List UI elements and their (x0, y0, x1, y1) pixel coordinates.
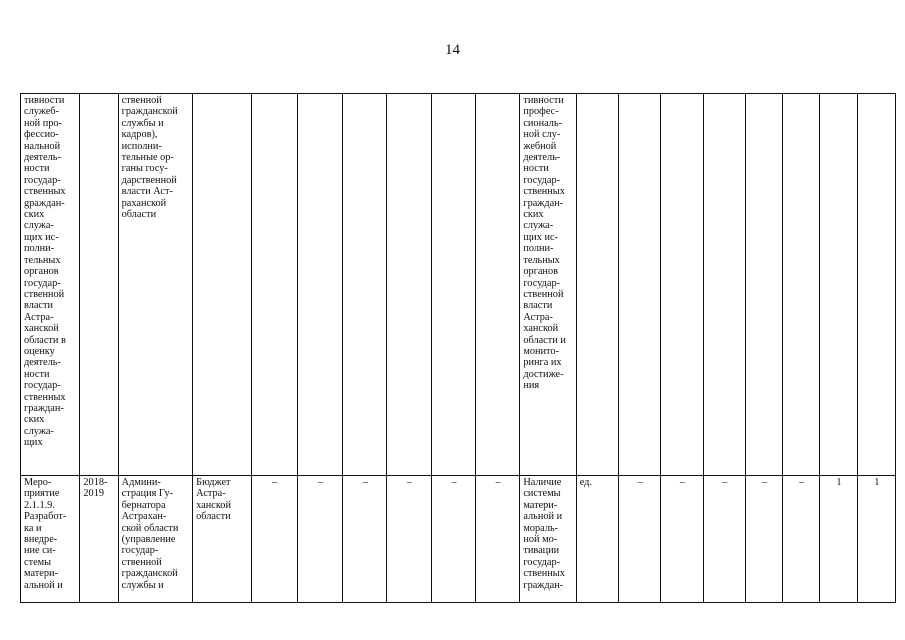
table-cell (387, 94, 431, 476)
table-cell (576, 94, 618, 476)
cell-funding: Бюджет Астра- ханской области (196, 477, 231, 523)
table-cell (520, 94, 576, 476)
table-cell (251, 94, 297, 476)
cell-dash: – (722, 477, 728, 488)
table-cell (193, 476, 251, 603)
table-cell (745, 94, 782, 476)
table-cell (783, 476, 820, 603)
table-row (21, 94, 896, 476)
cell-result-indicator-text: тивности профес- сиональ- ной слу- жебной деятель- ности государ- ственных граждан- ских служа- щих ис- полни- тельных органов государ- ственной власти Астра- ханской области и монито- ринга их достиже- ния (523, 95, 566, 392)
cell-dash: – (495, 477, 501, 488)
table-cell (745, 476, 782, 603)
cell-indicator-text: тивности служеб- ной про- фессио- нальной деятель- ности государ- ственных gраждан- ских служа- щих ис- полни- тельных органов государ- ственной власти Астра- ханской области в оценку деятель- ности государ- ственных граждан- ских служа- щих (24, 95, 66, 449)
cell-dash: – (679, 477, 685, 488)
cell-dash: – (272, 477, 278, 488)
table-cell (661, 476, 703, 603)
table-cell (619, 94, 661, 476)
measures-table (20, 93, 896, 603)
table-cell (80, 476, 118, 603)
table-cell (431, 94, 475, 476)
cell-dash: – (362, 477, 368, 488)
table-cell (21, 94, 80, 476)
cell-value: 1 (874, 477, 880, 488)
table-cell (118, 476, 193, 603)
table-cell (297, 94, 342, 476)
table-cell (193, 94, 251, 476)
table-cell (118, 94, 193, 476)
cell-dash: – (761, 477, 768, 488)
table-cell (80, 94, 118, 476)
table-cell (520, 476, 576, 603)
table-cell (703, 476, 745, 603)
table-cell (619, 476, 661, 603)
cell-unit: ед. (579, 477, 592, 488)
cell-period: 2018- 2019 (83, 477, 108, 500)
table-cell (343, 94, 387, 476)
table-cell (476, 476, 520, 603)
table-cell (576, 476, 618, 603)
table-cell (21, 476, 80, 603)
cell-dash: – (451, 477, 457, 488)
cell-dash: – (407, 477, 413, 488)
table-cell (857, 94, 895, 476)
table-cell (820, 476, 857, 603)
cell-executor-text: ственной гражданской службы и кадров), исполни- тельные ор- ганы госу- дарственной власти Аст- раханской области (121, 95, 178, 221)
cell-measure-text: Меро- приятие 2.1.1.9. Разработ- ка и внедре- ние си- стемы матери- альной и (24, 477, 67, 591)
table-cell (297, 476, 342, 603)
cell-dash: – (637, 477, 643, 488)
table-cell (251, 476, 297, 603)
table-cell (343, 476, 387, 603)
cell-value: 1 (836, 477, 842, 488)
table-cell (431, 476, 475, 603)
table-cell (783, 94, 820, 476)
table-row (21, 476, 896, 603)
cell-dash: – (317, 477, 324, 488)
table-cell (387, 476, 431, 603)
cell-executor-text: Админи- страция Гу- бернатора Астрахан- ской области (управление государ- ственной гражданской службы и (121, 477, 179, 591)
table-cell (661, 94, 703, 476)
cell-dash: – (799, 477, 805, 488)
table-cell (820, 94, 857, 476)
table-cell (857, 476, 895, 603)
cell-result-indicator-text: Наличие системы матери- альной и мораль- ной мо- тивации государ- ственных граждан- (523, 477, 565, 591)
table-cell (703, 94, 745, 476)
page-number: 14 (445, 42, 460, 58)
table-cell (476, 94, 520, 476)
